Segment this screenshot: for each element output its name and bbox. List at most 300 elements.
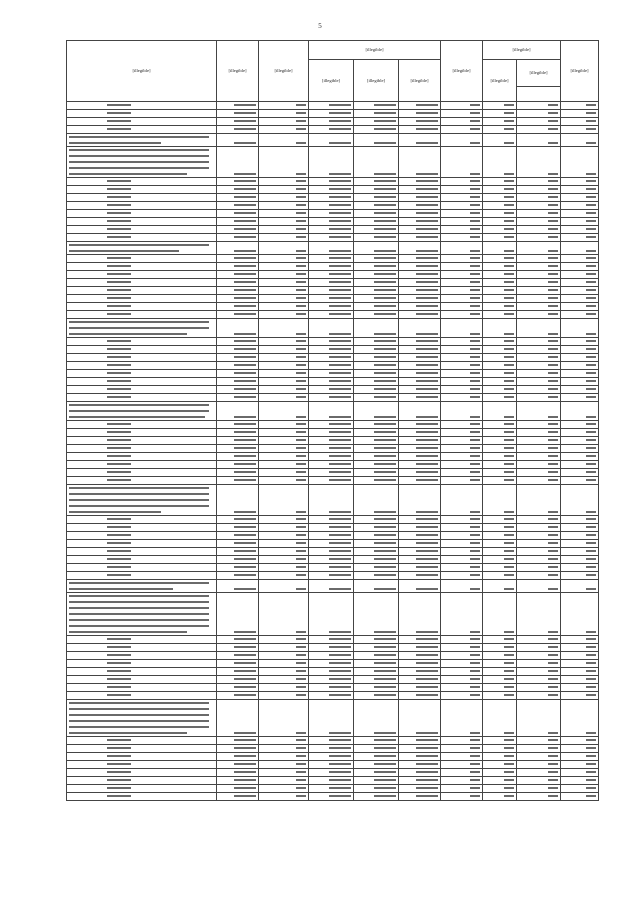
text-placeholder	[586, 340, 596, 342]
value-cell	[354, 110, 399, 118]
value-cell	[399, 218, 441, 226]
value-cell	[483, 271, 517, 279]
text-placeholder	[296, 212, 306, 214]
text-placeholder	[586, 356, 596, 358]
value-cell	[483, 564, 517, 572]
value-cell	[399, 210, 441, 218]
value-cell	[517, 147, 561, 178]
text-placeholder	[416, 173, 438, 175]
value-cell	[259, 593, 309, 636]
text-placeholder	[329, 188, 351, 190]
value-cell	[309, 255, 354, 263]
value-cell	[517, 644, 561, 652]
row-label-cell	[67, 263, 217, 271]
text-placeholder	[107, 273, 131, 275]
value-cell	[259, 226, 309, 234]
value-cell	[309, 580, 354, 593]
row-label-cell	[67, 287, 217, 295]
text-placeholder	[504, 447, 514, 449]
text-placeholder	[416, 212, 438, 214]
value-cell	[561, 402, 599, 421]
text-placeholder	[296, 228, 306, 230]
text-placeholder	[107, 431, 131, 433]
text-placeholder	[107, 550, 131, 552]
year-row	[67, 102, 599, 110]
value-cell	[259, 263, 309, 271]
text-placeholder	[329, 654, 351, 656]
text-placeholder	[107, 755, 131, 757]
text-placeholder	[374, 771, 396, 773]
text-placeholder	[416, 142, 438, 144]
text-placeholder	[586, 646, 596, 648]
text-placeholder	[234, 396, 256, 398]
value-cell	[217, 777, 259, 785]
text-placeholder	[107, 297, 131, 299]
value-cell	[217, 295, 259, 303]
value-cell	[517, 572, 561, 580]
text-placeholder	[548, 511, 558, 513]
text-placeholder	[548, 180, 558, 182]
value-cell	[561, 338, 599, 346]
text-placeholder	[374, 372, 396, 374]
text-placeholder	[234, 471, 256, 473]
text-placeholder	[296, 455, 306, 457]
value-cell	[517, 469, 561, 477]
value-cell	[561, 118, 599, 126]
text-placeholder	[416, 388, 438, 390]
value-cell	[483, 394, 517, 402]
text-placeholder	[296, 250, 306, 252]
year-row	[67, 255, 599, 263]
value-cell	[483, 319, 517, 338]
value-cell	[217, 532, 259, 540]
value-cell	[483, 194, 517, 202]
text-placeholder	[296, 180, 306, 182]
text-placeholder	[234, 265, 256, 267]
text-placeholder	[107, 188, 131, 190]
text-placeholder	[416, 204, 438, 206]
text-placeholder	[329, 297, 351, 299]
text-placeholder	[470, 250, 480, 252]
value-cell	[441, 378, 483, 386]
text-placeholder	[296, 534, 306, 536]
text-placeholder	[416, 188, 438, 190]
row-label-cell	[67, 564, 217, 572]
text-placeholder	[548, 747, 558, 749]
text-placeholder	[234, 364, 256, 366]
text-placeholder	[586, 439, 596, 441]
text-placeholder	[234, 340, 256, 342]
value-cell	[399, 147, 441, 178]
text-placeholder	[586, 518, 596, 520]
year-row	[67, 793, 599, 801]
value-cell	[217, 453, 259, 461]
text-placeholder	[296, 678, 306, 680]
value-cell	[561, 469, 599, 477]
value-cell	[354, 394, 399, 402]
text-placeholder	[107, 694, 131, 696]
value-cell	[217, 194, 259, 202]
text-placeholder	[504, 204, 514, 206]
text-placeholder	[416, 678, 438, 680]
row-label-cell	[67, 178, 217, 186]
text-placeholder	[329, 212, 351, 214]
text-placeholder	[548, 188, 558, 190]
value-cell	[354, 777, 399, 785]
value-cell	[259, 485, 309, 516]
text-placeholder	[586, 739, 596, 741]
year-row	[67, 421, 599, 429]
text-placeholder	[586, 305, 596, 307]
text-placeholder	[416, 396, 438, 398]
text-placeholder	[416, 763, 438, 765]
text-placeholder	[234, 305, 256, 307]
text-placeholder	[107, 747, 131, 749]
text-placeholder	[470, 747, 480, 749]
value-cell	[561, 644, 599, 652]
value-cell	[517, 556, 561, 564]
text-placeholder	[234, 257, 256, 259]
value-cell	[259, 234, 309, 242]
value-cell	[441, 636, 483, 644]
value-cell	[217, 279, 259, 287]
year-row	[67, 636, 599, 644]
text-placeholder	[586, 526, 596, 528]
text-placeholder	[234, 439, 256, 441]
value-cell	[483, 644, 517, 652]
value-cell	[259, 684, 309, 692]
text-placeholder	[69, 582, 209, 584]
text-placeholder	[586, 662, 596, 664]
value-cell	[483, 218, 517, 226]
row-label-cell	[67, 242, 217, 255]
value-cell	[259, 102, 309, 110]
text-placeholder	[107, 313, 131, 315]
value-cell	[354, 684, 399, 692]
value-cell	[354, 564, 399, 572]
value-cell	[399, 684, 441, 692]
value-cell	[517, 202, 561, 210]
value-cell	[309, 354, 354, 362]
text-placeholder	[329, 196, 351, 198]
value-cell	[217, 303, 259, 311]
value-cell	[217, 370, 259, 378]
text-placeholder	[504, 787, 514, 789]
value-cell	[441, 793, 483, 801]
value-cell	[483, 295, 517, 303]
value-cell	[217, 271, 259, 279]
table-body	[67, 102, 599, 801]
text-placeholder	[504, 305, 514, 307]
value-cell	[354, 644, 399, 652]
text-placeholder	[296, 763, 306, 765]
text-placeholder	[416, 273, 438, 275]
value-cell	[561, 311, 599, 319]
text-placeholder	[548, 558, 558, 560]
text-placeholder	[504, 670, 514, 672]
value-cell	[441, 178, 483, 186]
text-placeholder	[329, 364, 351, 366]
value-cell	[399, 287, 441, 295]
text-placeholder	[107, 396, 131, 398]
value-cell	[561, 255, 599, 263]
value-cell	[483, 202, 517, 210]
text-placeholder	[329, 340, 351, 342]
text-placeholder	[107, 372, 131, 374]
text-placeholder	[416, 755, 438, 757]
text-placeholder	[69, 625, 209, 627]
text-placeholder	[586, 180, 596, 182]
text-placeholder	[234, 755, 256, 757]
text-placeholder	[586, 431, 596, 433]
value-cell	[354, 279, 399, 287]
value-cell	[399, 394, 441, 402]
value-cell	[561, 303, 599, 311]
value-cell	[399, 110, 441, 118]
value-cell	[561, 524, 599, 532]
value-cell	[517, 338, 561, 346]
text-placeholder	[329, 694, 351, 696]
text-placeholder	[329, 739, 351, 741]
value-cell	[354, 303, 399, 311]
year-row	[67, 572, 599, 580]
text-placeholder	[107, 439, 131, 441]
value-cell	[441, 453, 483, 461]
value-cell	[309, 218, 354, 226]
text-placeholder	[296, 305, 306, 307]
value-cell	[561, 737, 599, 745]
text-placeholder	[470, 662, 480, 664]
text-placeholder	[504, 173, 514, 175]
value-cell	[517, 102, 561, 110]
text-placeholder	[329, 273, 351, 275]
text-placeholder	[416, 670, 438, 672]
value-cell	[259, 362, 309, 370]
text-placeholder	[548, 755, 558, 757]
value-cell	[309, 692, 354, 700]
text-placeholder	[234, 196, 256, 198]
text-placeholder	[470, 228, 480, 230]
value-cell	[217, 445, 259, 453]
text-placeholder	[374, 142, 396, 144]
row-label-cell	[67, 210, 217, 218]
value-cell	[259, 793, 309, 801]
text-placeholder	[296, 423, 306, 425]
value-cell	[399, 524, 441, 532]
row-label-cell	[67, 580, 217, 593]
text-placeholder	[548, 388, 558, 390]
value-cell	[309, 386, 354, 394]
text-placeholder	[504, 431, 514, 433]
value-cell	[309, 469, 354, 477]
text-placeholder	[329, 732, 351, 734]
row-label-cell	[67, 777, 217, 785]
text-placeholder	[586, 471, 596, 473]
value-cell	[354, 793, 399, 801]
value-cell	[399, 785, 441, 793]
text-placeholder	[470, 518, 480, 520]
text-placeholder	[548, 333, 558, 335]
text-placeholder	[234, 236, 256, 238]
text-placeholder	[69, 155, 209, 157]
text-placeholder	[586, 511, 596, 513]
value-cell	[483, 745, 517, 753]
text-placeholder	[329, 431, 351, 433]
year-row	[67, 684, 599, 692]
text-placeholder	[329, 305, 351, 307]
value-cell	[309, 745, 354, 753]
text-placeholder	[548, 281, 558, 283]
text-placeholder	[374, 795, 396, 797]
text-placeholder	[107, 795, 131, 797]
value-cell	[217, 386, 259, 394]
text-placeholder	[548, 771, 558, 773]
text-placeholder	[416, 518, 438, 520]
text-placeholder	[374, 638, 396, 640]
value-cell	[561, 242, 599, 255]
text-placeholder	[548, 220, 558, 222]
text-placeholder	[234, 356, 256, 358]
value-cell	[399, 532, 441, 540]
value-cell	[309, 346, 354, 354]
text-placeholder	[107, 518, 131, 520]
text-placeholder	[329, 257, 351, 259]
value-cell	[354, 354, 399, 362]
value-cell	[259, 311, 309, 319]
year-row	[67, 652, 599, 660]
text-placeholder	[504, 142, 514, 144]
text-placeholder	[586, 188, 596, 190]
value-cell	[399, 194, 441, 202]
value-cell	[309, 287, 354, 295]
text-placeholder	[296, 550, 306, 552]
value-cell	[259, 564, 309, 572]
text-placeholder	[296, 313, 306, 315]
year-row	[67, 737, 599, 745]
year-row	[67, 346, 599, 354]
text-placeholder	[470, 142, 480, 144]
value-cell	[354, 386, 399, 394]
text-placeholder	[234, 670, 256, 672]
value-cell	[259, 242, 309, 255]
value-cell	[217, 110, 259, 118]
year-row	[67, 453, 599, 461]
value-cell	[309, 134, 354, 147]
value-cell	[561, 556, 599, 564]
text-placeholder	[470, 431, 480, 433]
value-cell	[354, 761, 399, 769]
row-label-cell	[67, 234, 217, 242]
text-placeholder	[470, 297, 480, 299]
value-cell	[441, 737, 483, 745]
value-cell	[517, 362, 561, 370]
value-cell	[309, 118, 354, 126]
value-cell	[259, 469, 309, 477]
text-placeholder	[374, 388, 396, 390]
text-placeholder	[548, 574, 558, 576]
text-placeholder	[234, 104, 256, 106]
text-placeholder	[234, 694, 256, 696]
text-placeholder	[374, 212, 396, 214]
text-placeholder	[470, 305, 480, 307]
text-placeholder	[586, 654, 596, 656]
value-cell	[399, 700, 441, 737]
text-placeholder	[504, 388, 514, 390]
value-cell	[483, 737, 517, 745]
text-placeholder	[470, 380, 480, 382]
value-cell	[517, 394, 561, 402]
text-placeholder	[234, 388, 256, 390]
text-placeholder	[69, 708, 209, 710]
text-placeholder	[504, 550, 514, 552]
value-cell	[483, 303, 517, 311]
value-cell	[441, 593, 483, 636]
text-placeholder	[107, 463, 131, 465]
text-placeholder	[416, 455, 438, 457]
value-cell	[354, 477, 399, 485]
text-placeholder	[470, 204, 480, 206]
text-placeholder	[548, 273, 558, 275]
text-placeholder	[234, 128, 256, 130]
value-cell	[517, 485, 561, 516]
value-cell	[399, 753, 441, 761]
value-cell	[399, 226, 441, 234]
value-cell	[441, 785, 483, 793]
text-placeholder	[548, 228, 558, 230]
text-placeholder	[470, 236, 480, 238]
text-placeholder	[234, 542, 256, 544]
value-cell	[217, 178, 259, 186]
value-cell	[309, 394, 354, 402]
text-placeholder	[329, 120, 351, 122]
text-placeholder	[504, 686, 514, 688]
text-placeholder	[374, 662, 396, 664]
text-placeholder	[234, 588, 256, 590]
text-placeholder	[470, 471, 480, 473]
text-placeholder	[296, 631, 306, 633]
value-cell	[483, 362, 517, 370]
text-placeholder	[234, 423, 256, 425]
text-placeholder	[296, 638, 306, 640]
text-placeholder	[234, 455, 256, 457]
value-cell	[399, 564, 441, 572]
text-placeholder	[234, 550, 256, 552]
text-placeholder	[416, 180, 438, 182]
text-placeholder	[69, 404, 209, 406]
text-placeholder	[470, 220, 480, 222]
text-placeholder	[296, 447, 306, 449]
text-placeholder	[548, 542, 558, 544]
value-cell	[561, 429, 599, 437]
text-placeholder	[586, 313, 596, 315]
value-cell	[483, 580, 517, 593]
text-placeholder	[548, 196, 558, 198]
value-cell	[217, 556, 259, 564]
text-placeholder	[416, 340, 438, 342]
year-row	[67, 777, 599, 785]
text-placeholder	[296, 297, 306, 299]
value-cell	[217, 745, 259, 753]
value-cell	[399, 548, 441, 556]
value-cell	[309, 793, 354, 801]
text-placeholder	[107, 558, 131, 560]
text-placeholder	[586, 128, 596, 130]
value-cell	[309, 556, 354, 564]
text-placeholder	[416, 747, 438, 749]
value-cell	[441, 338, 483, 346]
text-placeholder	[504, 662, 514, 664]
text-placeholder	[296, 112, 306, 114]
